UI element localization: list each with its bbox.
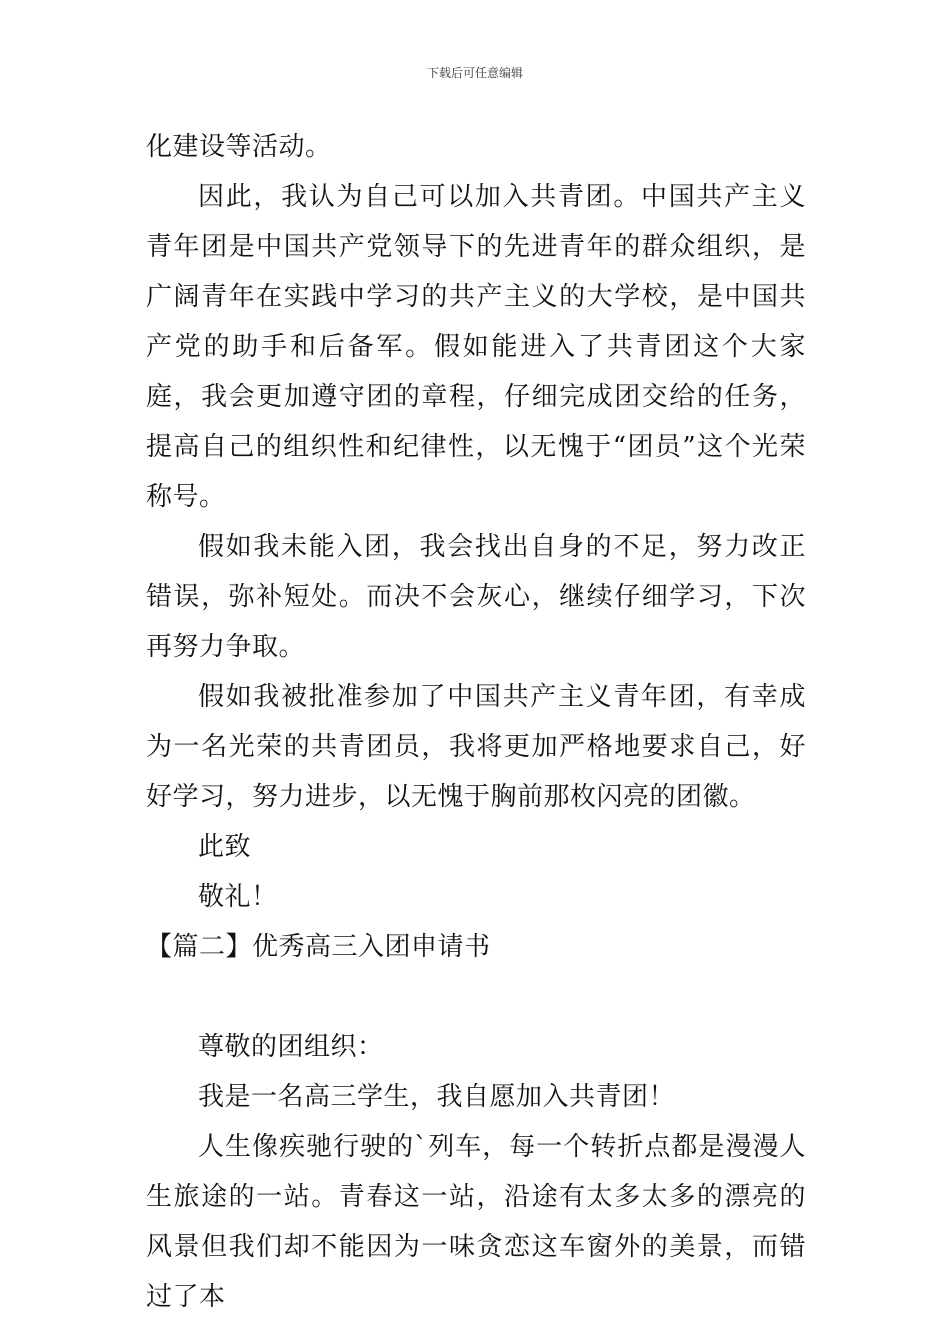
paragraph-continuation: 化建设等活动。 bbox=[146, 132, 332, 162]
paragraph-if-admitted: 假如我被批准参加了中国共产主义青年团，有幸成为一名光荣的共青团员，我将更加严格地要求自己，好好学习，努力进步，以无愧于胸前那枚闪亮的团徽。 bbox=[146, 682, 806, 812]
closing-line-1: 此致 bbox=[198, 832, 252, 862]
closing-line-2: 敬礼！ bbox=[198, 882, 278, 912]
section-title: 【篇二】优秀高三入团申请书 bbox=[146, 932, 491, 962]
blank-line bbox=[146, 972, 806, 1022]
paragraph-intro: 我是一名高三学生，我自愿加入共青团！ bbox=[198, 1082, 676, 1112]
paragraph-life-journey: 人生像疾驰行驶的`列车，每一个转折点都是漫漫人生旅途的一站。青春这一站，沿途有太多太多的漂亮的风景但我们却不能因为一味贪恋这车窗外的美景，而错过了本 bbox=[146, 1132, 806, 1312]
document-body bbox=[146, 122, 806, 1322]
page-header-note: 下载后可任意编辑 bbox=[426, 66, 523, 80]
salutation: 尊敬的团组织： bbox=[198, 1032, 384, 1062]
paragraph-if-not-admitted: 假如我未能入团，我会找出自身的不足，努力改正错误，弥补短处。而决不会灰心，继续仔细学习，下次再努力争取。 bbox=[146, 532, 806, 662]
paragraph-reason: 因此，我认为自己可以加入共青团。中国共产主义青年团是中国共产党领导下的先进青年的群众组织，是广阔青年在实践中学习的共产主义的大学校，是中国共产党的助手和后备军。假如能进入了共青团这个大家庭，我会更加遵守团的章程，仔细完成团交给的任务，提高自己的组织性和纪律性，以无愧于“团员”这个光荣称号。 bbox=[146, 182, 806, 512]
